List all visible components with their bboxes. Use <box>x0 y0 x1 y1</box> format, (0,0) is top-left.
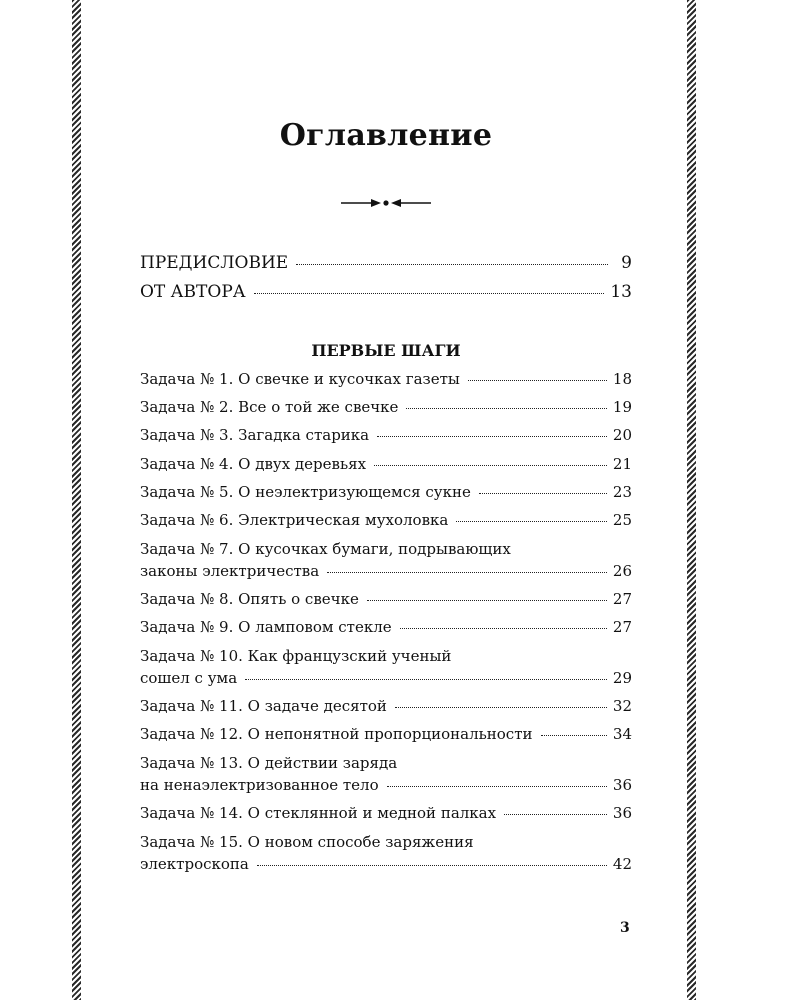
dot-leader <box>254 293 605 294</box>
toc-entry[interactable] <box>140 562 632 580</box>
toc-entry[interactable] <box>140 804 632 822</box>
toc-entry-first-line: Задача № 10. Как французский ученый <box>140 647 452 665</box>
toc-entry[interactable] <box>140 776 632 794</box>
toc-entry-label: Задача № 4. О двух деревьях <box>140 455 367 473</box>
section-heading: ПЕРВЫЕ ШАГИ <box>311 341 461 360</box>
toc-entry-label: Задача № 14. О стеклянной и медной палках <box>140 804 497 822</box>
toc-entry-label: ПРЕДИСЛОВИЕ <box>140 253 289 273</box>
toc-entry-page: 23 <box>612 483 632 501</box>
toc-entry-page: 29 <box>612 669 632 687</box>
toc-entry-page: 21 <box>612 455 632 473</box>
right-border-ornament <box>687 0 696 1000</box>
toc-entry-page: 26 <box>612 562 632 580</box>
dot-leader <box>456 521 607 522</box>
toc-entry-label: законы электричества <box>140 562 320 580</box>
dot-leader <box>257 865 607 866</box>
dot-leader <box>327 572 607 573</box>
dot-leader <box>468 380 607 381</box>
toc-entry-label: Задача № 2. Все о той же свечке <box>140 398 399 416</box>
toc-entry-preface[interactable] <box>140 253 632 273</box>
toc-entry-label: Задача № 12. О непонятной пропорциональности <box>140 725 533 743</box>
dot-leader <box>541 735 607 736</box>
toc-entry-first-line: Задача № 13. О действии заряда <box>140 754 398 772</box>
toc-entry-page: 20 <box>612 426 632 444</box>
toc-entry-page: 32 <box>612 697 632 715</box>
toc-entry-page: 9 <box>621 253 632 273</box>
toc-entry[interactable] <box>140 669 632 687</box>
toc-entry[interactable] <box>140 697 632 715</box>
dot-leader <box>387 786 607 787</box>
dot-leader <box>296 264 608 265</box>
dot-leader <box>479 493 607 494</box>
toc-entry[interactable] <box>140 370 632 388</box>
dot-leader <box>400 628 607 629</box>
toc-entry[interactable] <box>140 855 632 873</box>
toc-entry-page: 42 <box>612 855 632 873</box>
toc-entry-page: 18 <box>612 370 632 388</box>
toc-entry[interactable] <box>140 426 632 444</box>
toc-entry-label: Задача № 1. О свечке и кусочках газеты <box>140 370 460 388</box>
toc-entry-page: 25 <box>612 511 632 529</box>
toc-entry-page: 36 <box>612 776 632 794</box>
toc-entry[interactable] <box>140 455 632 473</box>
toc-entry[interactable] <box>140 398 632 416</box>
dot-leader <box>367 600 607 601</box>
toc-entry-page: 34 <box>612 725 632 743</box>
toc-entry-label: на ненаэлектризованное тело <box>140 776 379 794</box>
page-title: Оглавление <box>279 118 493 153</box>
left-border-ornament <box>72 0 81 1000</box>
toc-entry-first-line: Задача № 7. О кусочках бумаги, подрывающих <box>140 540 511 558</box>
toc-entry-label: электроскопа <box>140 855 249 873</box>
dot-leader <box>377 436 607 437</box>
toc-entry-label: сошел с ума <box>140 669 238 687</box>
toc-entry-page: 19 <box>612 398 632 416</box>
divider-ornament-icon <box>341 195 431 211</box>
toc-entry-label: ОТ АВТОРА <box>140 282 246 302</box>
toc-entry[interactable] <box>140 590 632 608</box>
toc-entry-label: Задача № 5. О неэлектризующемся сукне <box>140 483 471 501</box>
toc-entry[interactable] <box>140 511 632 529</box>
toc-entry[interactable] <box>140 725 632 743</box>
toc-entry-page: 27 <box>612 618 632 636</box>
toc-entry-label: Задача № 6. Электрическая мухоловка <box>140 511 449 529</box>
toc-entry-page: 13 <box>610 282 632 302</box>
dot-leader <box>374 465 607 466</box>
toc-entry-page: 36 <box>612 804 632 822</box>
dot-leader <box>406 408 606 409</box>
toc-entry-label: Задача № 11. О задаче десятой <box>140 697 387 715</box>
toc-entry-from-author[interactable] <box>140 282 632 302</box>
toc-entry-page: 27 <box>612 590 632 608</box>
page-number: 3 <box>620 920 630 936</box>
toc-entry[interactable] <box>140 618 632 636</box>
dot-leader <box>245 679 607 680</box>
toc-entry-label: Задача № 9. О ламповом стекле <box>140 618 392 636</box>
toc-entry-label: Задача № 8. Опять о свечке <box>140 590 359 608</box>
toc-entry-first-line: Задача № 15. О новом способе заряжения <box>140 833 474 851</box>
toc-entry[interactable] <box>140 483 632 501</box>
toc-entry-label: Задача № 3. Загадка старика <box>140 426 370 444</box>
dot-leader <box>504 814 607 815</box>
dot-leader <box>395 707 607 708</box>
